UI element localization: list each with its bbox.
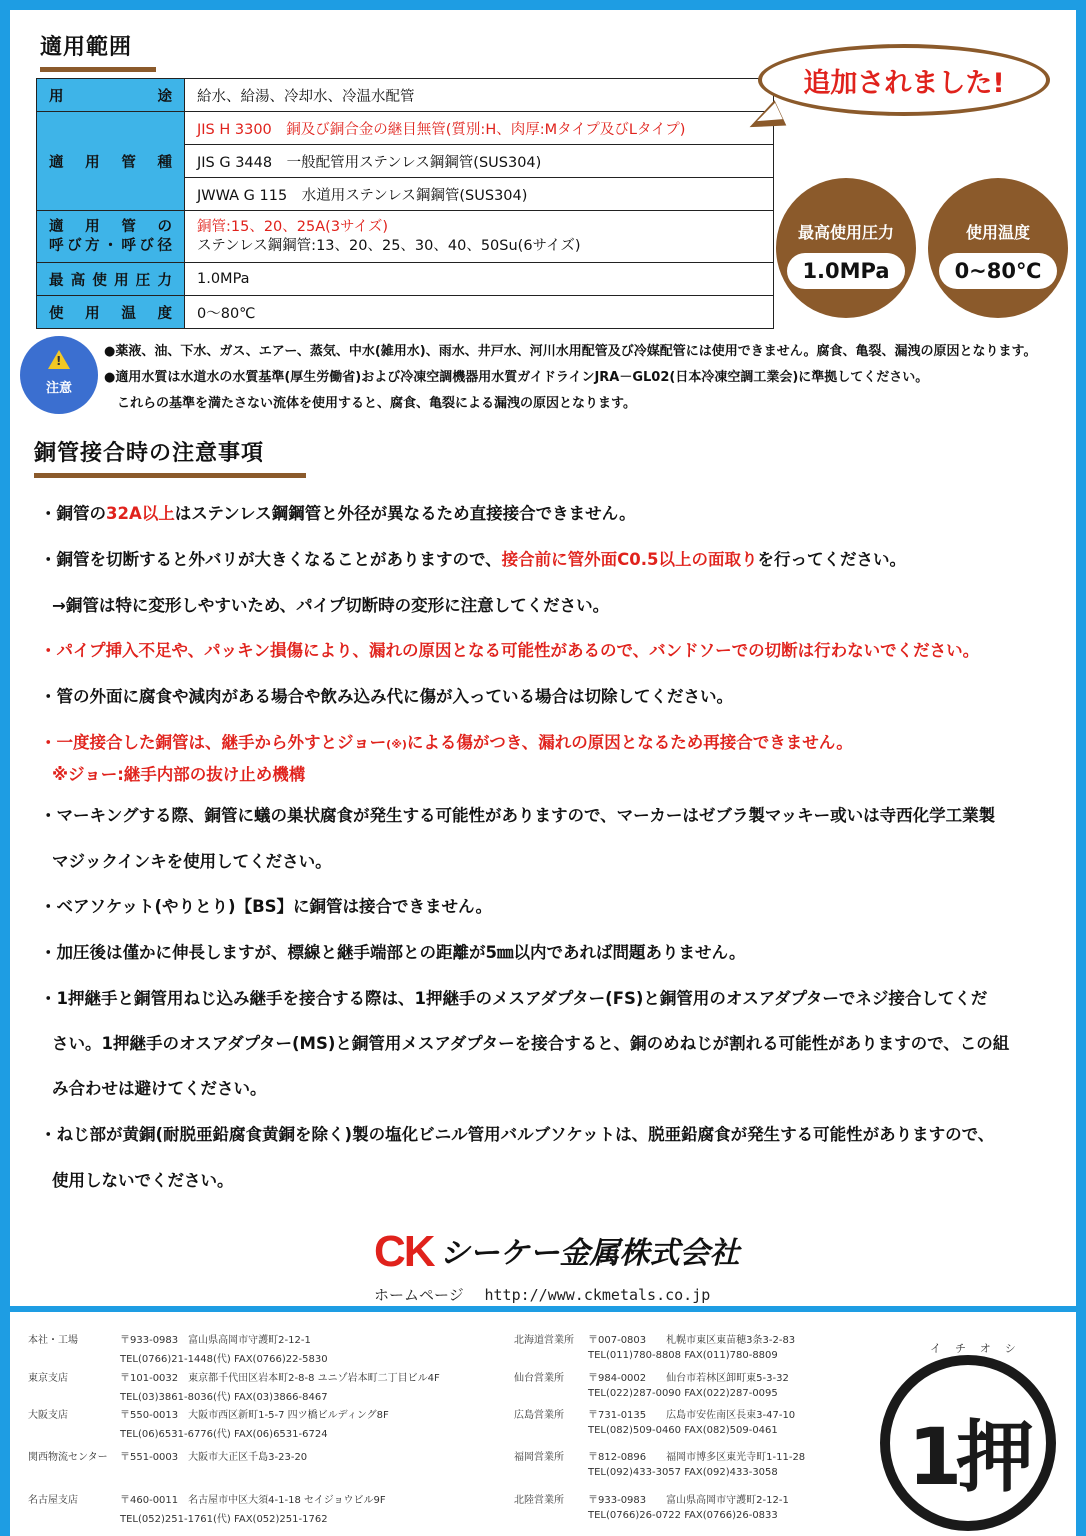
note-2-a: ・銅管を切断すると外バリが大きくなることがありますので、 [40,550,502,569]
added-bubble-text: 追加されました! [803,67,1005,99]
note-16: 使用しないでください。 [52,1171,234,1190]
office-name: 福岡営業所 [514,1452,564,1463]
label-nominal-size-2: 呼び方・呼び径 [49,237,172,254]
temperature-badge-label: 使用温度 [965,223,1030,242]
value-pipe-type-2: JIS G 3448 一般配管用ステンレス鋼鋼管(SUS304) [185,145,774,178]
office-name: 関西物流センター [28,1452,108,1463]
copper-title-underline [34,473,306,478]
office-name: 北海道営業所 [514,1335,574,1346]
label-temperature: 使用温度 [37,296,185,329]
label-max-pressure: 最高使用圧力 [37,263,185,296]
value-nominal-size [185,211,774,263]
note-13: さい。1押継手のオスアダプター(MS)と銅管用メスアダプターを接合すると、銅のめねじが割れる可能性がありますので、この組 [52,1034,1010,1053]
note-1 [40,500,636,524]
logo-company-name: シーケー金属株式会社 [439,1236,740,1271]
caution-label: 注意 [45,381,72,396]
row-nominal-size [37,211,774,263]
label-nominal-size-1: 適用管の [49,218,172,235]
warning-icon: ! [48,350,70,369]
office-address: 〒101-0032 東京都千代田区岩本町2-8-8 ユニゾ岩本町二丁目ビル4F [120,1373,440,1384]
office-address: 〒460-0011 名古屋市中区大須4-1-18 セイジョウビル9F [120,1495,386,1506]
note-2 [40,546,906,570]
office-name: 本社・工場 [28,1335,78,1346]
note-5: ・管の外面に腐食や減肉がある場合や飲み込み代に傷が入っている場合は切除してください。 [40,687,733,706]
note-4: ・パイプ挿入不足や、パッキン損傷により、漏れの原因となる可能性があるので、バンドソーでの切断は行わないでください。 [40,641,980,660]
company-logo [374,1227,740,1276]
note-12: ・1押継手と銅管用ねじ込み継手を接合する際は、1押継手のメスアダプター(FS)と銅管用のオスアダプターでネジ接合してくだ [40,989,988,1008]
office-address: 〒550-0013 大阪市西区新町1-5-7 四ツ橋ビルディング8F [120,1410,389,1421]
value-usage: 給水、給湯、冷却水、冷温水配管 [185,79,774,112]
row-max-pressure [37,263,774,296]
pressure-badge-label: 最高使用圧力 [797,223,894,242]
row-usage [37,79,774,112]
office-contact: TEL(0766)21-1448(代) FAX(0766)22-5830 [120,1354,328,1365]
note-6-a: ・一度接合した銅管は、継手から外すとジョー [40,733,387,752]
value-nominal-stainless: ステンレス鋼鋼管:13、20、25、30、40、50Su(6サイズ) [197,237,581,254]
row-pipe-type-1 [37,112,774,145]
note-1-a: ・銅管の [40,504,106,523]
copper-title [34,436,306,478]
note-6 [40,729,853,753]
office-name: 名古屋支店 [28,1495,78,1506]
label-pipe-type: 適用管種 [37,112,185,211]
office-name: 広島営業所 [514,1410,564,1421]
office-contact: TEL(06)6531-6776(代) FAX(06)6531-6724 [120,1429,328,1440]
caution-badge [20,336,98,414]
office-name: 仙台営業所 [514,1373,564,1384]
office-address: 〒933-0983 富山県高岡市守護町2-12-1 [588,1495,789,1506]
value-temperature: 0～80℃ [185,296,774,329]
brand-mark-ruby: イチオシ [930,1342,1030,1355]
copper-title-text: 銅管接合時の注意事項 [34,441,265,466]
office-contact: TEL(0766)26-0722 FAX(0766)26-0833 [588,1510,778,1521]
scope-title [40,30,156,72]
value-pipe-type-1: JIS H 3300 銅及び銅合金の継目無管(質別:H、肉厚:Mタイプ及びLタイプ) [185,112,774,145]
note-9: マジックインキを使用してください。 [52,852,332,871]
office-name: 大阪支店 [28,1410,68,1421]
note-6-b: (※) [386,738,407,751]
note-11: ・加圧後は僅かに伸長しますが、標線と継手端部との距離が5㎜以内であれば問題ありません。 [40,943,746,962]
scope-title-text: 適用範囲 [40,35,133,60]
office-contact: TEL(011)780-8808 FAX(011)780-8809 [588,1350,778,1361]
scope-table [36,78,774,329]
note-15: ・ねじ部が黄銅(耐脱亜鉛腐食黄銅を除く)製の塩化ビニル管用バルブソケットは、脱亜鉛腐食が発生する可能性がありますので、 [40,1125,995,1144]
note-3: →銅管は特に変形しやすいため、パイプ切断時の変形に注意してください。 [52,596,610,615]
office-contact: TEL(092)433-3057 FAX(092)433-3058 [588,1467,778,1478]
note-6-c: による傷がつき、漏れの原因となるため再接合できません。 [406,733,853,752]
logo-ck: CK [374,1227,434,1276]
brand-mark-ichioshi [880,1355,1056,1531]
note-7: ※ジョー:継手内部の抜け止め機構 [52,765,306,784]
note-14: み合わせは避けてください。 [52,1079,267,1098]
caution-line-2: ●適用水質は水道水の水質基準(厚生労働省)および冷凍空調機器用水質ガイドラインJRA－GL02(日本冷凍空調工業会)に準拠してください。 [104,370,929,385]
office-address: 〒731-0135 広島市安佐南区長束3-47-10 [588,1410,796,1421]
note-2-c: を行ってください。 [757,550,907,569]
note-8: ・マーキングする際、銅管に蟻の巣状腐食が発生する可能性がありますので、マーカーはゼブラ製マッキー或いは寺西化学工業製 [40,806,996,825]
caution-line-1: ●薬液、油、下水、ガス、エアー、蒸気、中水(雑用水)、雨水、井戸水、河川水用配管及び冷媒配管には使用できません。腐食、亀裂、漏洩の原因となります。 [104,344,1037,359]
value-nominal-copper: 銅管:15、20、25A(3サイズ) [197,218,389,235]
label-usage: 用途 [37,79,185,112]
caution-line-3: これらの基準を満たさない流体を使用すると、腐食、亀裂による漏洩の原因となります。 [104,396,636,411]
temperature-badge [928,178,1068,318]
office-contact: TEL(03)3861-8036(代) FAX(03)3866-8467 [120,1392,328,1403]
office-address: 〒007-0803 札幌市東区東苗穂3条3-2-83 [588,1335,796,1346]
office-address: 〒984-0002 仙台市若林区卸町東5-3-32 [588,1373,789,1384]
office-address: 〒812-0896 福岡市博多区東光寺町1-11-28 [588,1452,806,1463]
homepage-label: ホームページ [374,1286,464,1304]
office-address: 〒551-0003 大阪市大正区千島3-23-20 [120,1452,308,1463]
scope-title-underline [40,67,156,72]
note-2-b: 接合前に管外面C0.5以上の面取り [501,550,758,569]
office-contact: TEL(022)287-0090 FAX(022)287-0095 [588,1388,778,1399]
value-pipe-type-3: JWWA G 115 水道用ステンレス鋼鋼管(SUS304) [185,178,774,211]
office-name: 北陸営業所 [514,1495,564,1506]
pressure-badge-value: 1.0MPa [787,253,905,289]
office-contact: TEL(052)251-1761(代) FAX(052)251-1762 [120,1514,328,1525]
homepage [374,1284,710,1305]
note-10: ・ベアソケット(やりとり)【BS】に銅管は接合できません。 [40,897,493,916]
note-1-b: 32A以上 [106,504,175,523]
temperature-badge-value: 0~80℃ [939,253,1057,289]
note-1-c: はステンレス鋼鋼管と外径が異なるため直接接合できません。 [174,504,636,523]
office-contact: TEL(082)509-0460 FAX(082)509-0461 [588,1425,778,1436]
brand-mark-text: 1押 [907,1413,1029,1503]
homepage-url[interactable]: http://www.ckmetals.co.jp [484,1286,711,1304]
office-name: 東京支店 [28,1373,68,1384]
pressure-badge [776,178,916,318]
added-bubble [758,44,1050,116]
row-temperature [37,296,774,329]
value-max-pressure: 1.0MPa [185,263,774,296]
office-address: 〒933-0983 富山県高岡市守護町2-12-1 [120,1335,311,1346]
label-nominal-size [37,211,185,263]
